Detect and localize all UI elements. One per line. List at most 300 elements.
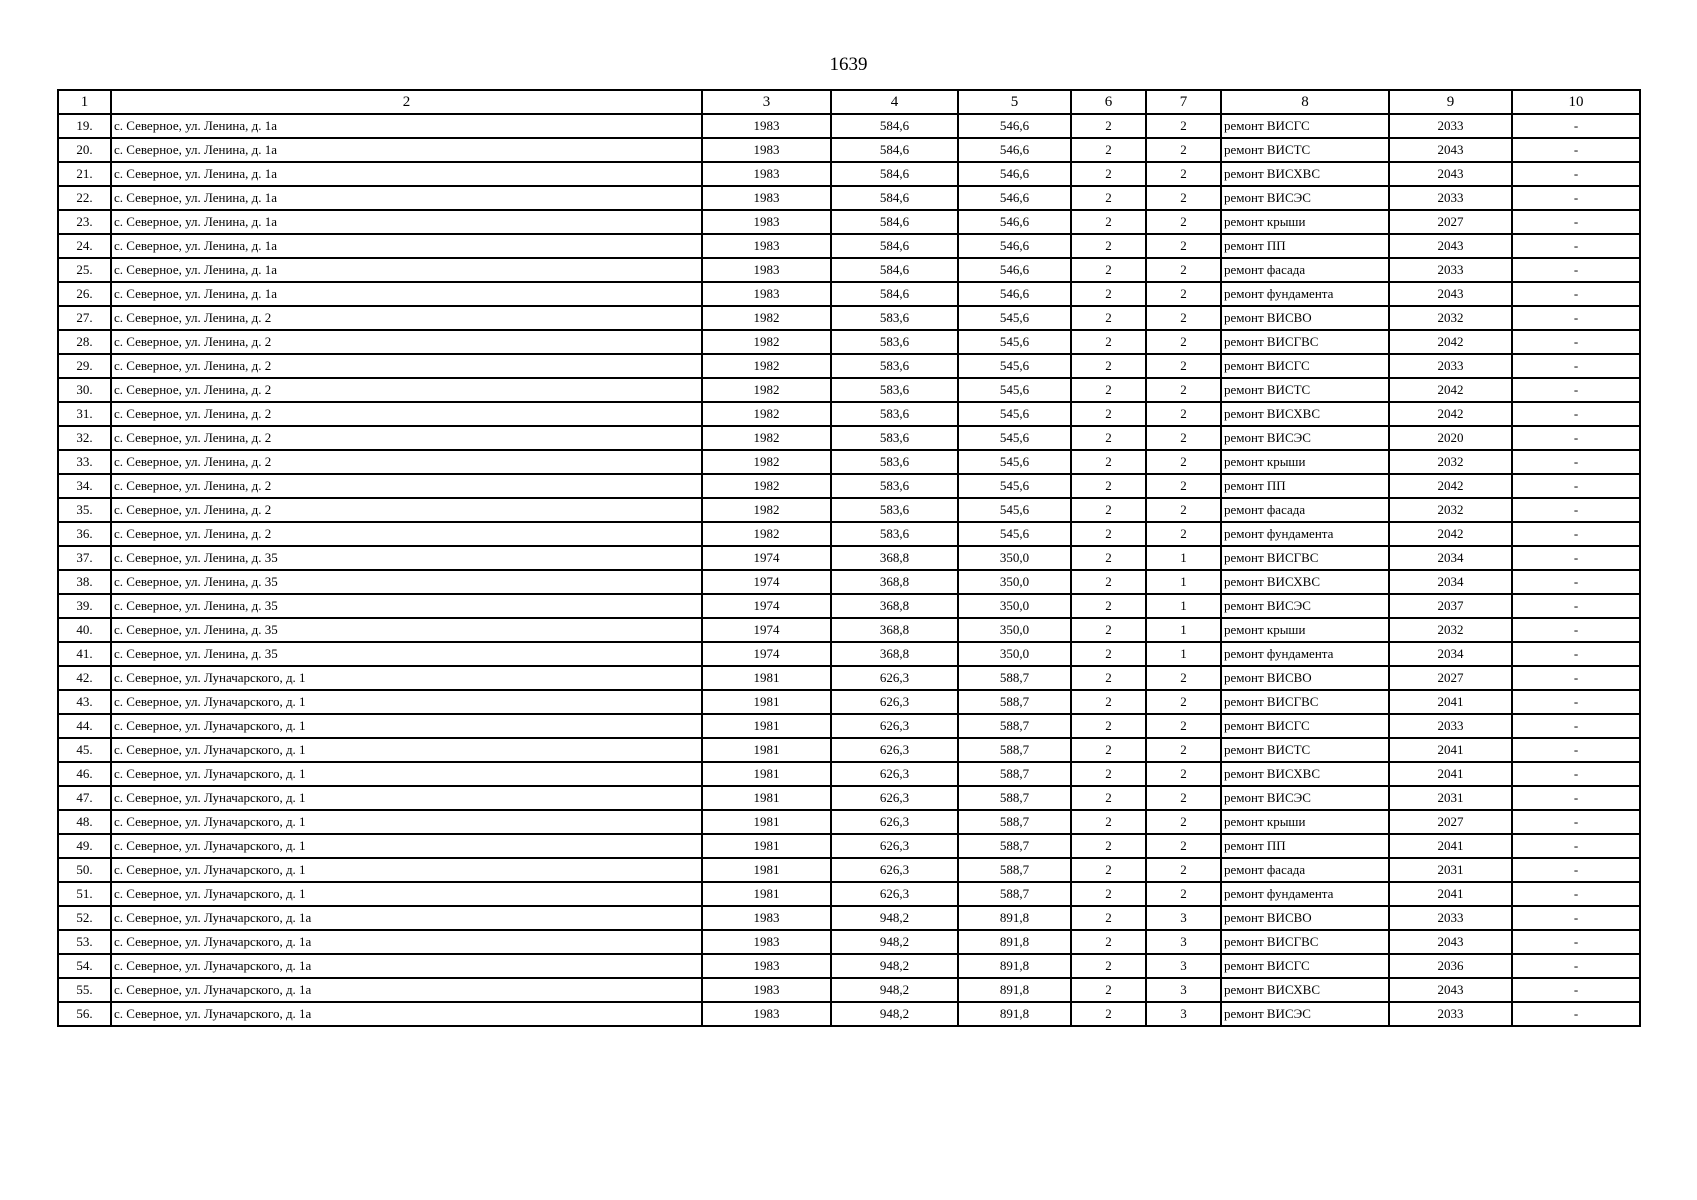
table-row [58,666,1640,690]
cell-planned-year: 2042 [1389,402,1512,426]
cell-total-area: 584,6 [831,138,958,162]
cell-floors: 2 [1071,258,1146,282]
table-row [58,906,1640,930]
cell-living-area: 546,6 [958,138,1071,162]
cell-year-built: 1981 [702,834,831,858]
cell-col-10: - [1512,378,1640,402]
cell-planned-year: 2041 [1389,834,1512,858]
cell-row-number: 40. [58,618,111,642]
cell-row-number: 47. [58,786,111,810]
cell-year-built: 1983 [702,186,831,210]
cell-planned-year: 2043 [1389,162,1512,186]
cell-floors: 2 [1071,114,1146,138]
cell-row-number: 33. [58,450,111,474]
table-row [58,498,1640,522]
cell-entrances: 2 [1146,138,1221,162]
cell-address: с. Северное, ул. Ленина, д. 1а [111,186,702,210]
cell-address: с. Северное, ул. Ленина, д. 1а [111,234,702,258]
cell-work-type: ремонт фундамента [1221,882,1389,906]
cell-entrances: 2 [1146,738,1221,762]
header-cell-address: 2 [111,90,702,114]
cell-year-built: 1981 [702,810,831,834]
table-row [58,474,1640,498]
cell-floors: 2 [1071,546,1146,570]
cell-planned-year: 2042 [1389,378,1512,402]
cell-planned-year: 2043 [1389,930,1512,954]
cell-floors: 2 [1071,642,1146,666]
table-row [58,186,1640,210]
cell-total-area: 368,8 [831,594,958,618]
cell-address: с. Северное, ул. Ленина, д. 2 [111,354,702,378]
cell-total-area: 368,8 [831,642,958,666]
cell-col-10: - [1512,858,1640,882]
cell-work-type: ремонт ВИСЭС [1221,786,1389,810]
cell-col-10: - [1512,546,1640,570]
cell-living-area: 545,6 [958,378,1071,402]
cell-planned-year: 2033 [1389,114,1512,138]
table-row [58,330,1640,354]
cell-year-built: 1983 [702,114,831,138]
cell-col-10: - [1512,1002,1640,1026]
cell-floors: 2 [1071,882,1146,906]
cell-living-area: 891,8 [958,930,1071,954]
cell-entrances: 2 [1146,714,1221,738]
cell-living-area: 546,6 [958,114,1071,138]
cell-work-type: ремонт фасада [1221,258,1389,282]
cell-address: с. Северное, ул. Луначарского, д. 1 [111,882,702,906]
cell-floors: 2 [1071,570,1146,594]
cell-floors: 2 [1071,834,1146,858]
cell-col-10: - [1512,834,1640,858]
cell-work-type: ремонт ВИСГВС [1221,930,1389,954]
cell-total-area: 583,6 [831,378,958,402]
cell-living-area: 545,6 [958,426,1071,450]
cell-year-built: 1983 [702,906,831,930]
cell-entrances: 2 [1146,426,1221,450]
cell-living-area: 350,0 [958,546,1071,570]
cell-floors: 2 [1071,978,1146,1002]
cell-entrances: 3 [1146,1002,1221,1026]
cell-work-type: ремонт ВИСГВС [1221,546,1389,570]
cell-total-area: 583,6 [831,474,958,498]
cell-total-area: 626,3 [831,690,958,714]
cell-floors: 2 [1071,186,1146,210]
cell-address: с. Северное, ул. Ленина, д. 2 [111,330,702,354]
cell-entrances: 1 [1146,642,1221,666]
cell-year-built: 1982 [702,474,831,498]
cell-entrances: 2 [1146,882,1221,906]
cell-floors: 2 [1071,426,1146,450]
cell-planned-year: 2032 [1389,306,1512,330]
cell-work-type: ремонт фасада [1221,858,1389,882]
cell-entrances: 2 [1146,474,1221,498]
cell-living-area: 546,6 [958,210,1071,234]
header-cell-row-number: 1 [58,90,111,114]
table-row [58,234,1640,258]
cell-entrances: 2 [1146,354,1221,378]
cell-planned-year: 2020 [1389,426,1512,450]
table-row [58,306,1640,330]
table-row [58,810,1640,834]
cell-row-number: 39. [58,594,111,618]
cell-planned-year: 2027 [1389,810,1512,834]
cell-work-type: ремонт ПП [1221,234,1389,258]
cell-entrances: 1 [1146,594,1221,618]
cell-living-area: 891,8 [958,954,1071,978]
cell-planned-year: 2043 [1389,138,1512,162]
cell-address: с. Северное, ул. Ленина, д. 2 [111,402,702,426]
cell-row-number: 34. [58,474,111,498]
cell-work-type: ремонт ВИСВО [1221,306,1389,330]
cell-year-built: 1983 [702,282,831,306]
cell-address: с. Северное, ул. Луначарского, д. 1 [111,810,702,834]
cell-col-10: - [1512,306,1640,330]
cell-address: с. Северное, ул. Луначарского, д. 1 [111,834,702,858]
cell-floors: 2 [1071,474,1146,498]
cell-address: с. Северное, ул. Луначарского, д. 1 [111,714,702,738]
cell-address: с. Северное, ул. Ленина, д. 35 [111,618,702,642]
cell-row-number: 52. [58,906,111,930]
cell-planned-year: 2043 [1389,978,1512,1002]
cell-work-type: ремонт фундамента [1221,282,1389,306]
cell-year-built: 1981 [702,882,831,906]
cell-col-10: - [1512,978,1640,1002]
cell-floors: 2 [1071,162,1146,186]
cell-address: с. Северное, ул. Ленина, д. 35 [111,570,702,594]
cell-living-area: 588,7 [958,834,1071,858]
cell-work-type: ремонт ВИСГС [1221,714,1389,738]
cell-year-built: 1981 [702,738,831,762]
cell-planned-year: 2032 [1389,450,1512,474]
cell-entrances: 2 [1146,450,1221,474]
cell-living-area: 545,6 [958,354,1071,378]
table-row [58,522,1640,546]
cell-total-area: 584,6 [831,234,958,258]
cell-address: с. Северное, ул. Ленина, д. 1а [111,282,702,306]
cell-entrances: 2 [1146,282,1221,306]
cell-year-built: 1974 [702,594,831,618]
cell-row-number: 30. [58,378,111,402]
cell-entrances: 2 [1146,834,1221,858]
table-row [58,930,1640,954]
cell-col-10: - [1512,354,1640,378]
cell-planned-year: 2034 [1389,642,1512,666]
cell-floors: 2 [1071,786,1146,810]
cell-work-type: ремонт ВИСВО [1221,906,1389,930]
cell-work-type: ремонт ВИСТС [1221,138,1389,162]
cell-living-area: 350,0 [958,642,1071,666]
cell-total-area: 626,3 [831,666,958,690]
cell-row-number: 38. [58,570,111,594]
cell-living-area: 588,7 [958,666,1071,690]
cell-col-10: - [1512,258,1640,282]
cell-work-type: ремонт крыши [1221,450,1389,474]
cell-entrances: 2 [1146,690,1221,714]
cell-year-built: 1974 [702,570,831,594]
cell-row-number: 20. [58,138,111,162]
cell-work-type: ремонт ПП [1221,834,1389,858]
cell-col-10: - [1512,234,1640,258]
cell-row-number: 45. [58,738,111,762]
cell-year-built: 1983 [702,138,831,162]
cell-row-number: 28. [58,330,111,354]
table-row [58,762,1640,786]
cell-work-type: ремонт ВИСЭС [1221,1002,1389,1026]
cell-floors: 2 [1071,522,1146,546]
cell-col-10: - [1512,738,1640,762]
cell-planned-year: 2041 [1389,762,1512,786]
cell-work-type: ремонт ВИСХВС [1221,570,1389,594]
cell-row-number: 19. [58,114,111,138]
cell-work-type: ремонт ВИСГС [1221,354,1389,378]
table-row [58,618,1640,642]
cell-year-built: 1974 [702,642,831,666]
cell-row-number: 22. [58,186,111,210]
cell-col-10: - [1512,402,1640,426]
table-row [58,282,1640,306]
cell-address: с. Северное, ул. Луначарского, д. 1а [111,978,702,1002]
cell-entrances: 3 [1146,954,1221,978]
cell-work-type: ремонт ВИСТС [1221,378,1389,402]
cell-entrances: 3 [1146,930,1221,954]
cell-row-number: 50. [58,858,111,882]
table-row [58,354,1640,378]
cell-planned-year: 2033 [1389,258,1512,282]
header-cell-col-10: 10 [1512,90,1640,114]
cell-row-number: 37. [58,546,111,570]
cell-col-10: - [1512,666,1640,690]
cell-floors: 2 [1071,138,1146,162]
cell-total-area: 584,6 [831,186,958,210]
header-cell-floors: 6 [1071,90,1146,114]
cell-planned-year: 2034 [1389,570,1512,594]
cell-total-area: 626,3 [831,882,958,906]
cell-floors: 2 [1071,858,1146,882]
cell-col-10: - [1512,810,1640,834]
cell-entrances: 2 [1146,378,1221,402]
cell-row-number: 31. [58,402,111,426]
cell-planned-year: 2041 [1389,882,1512,906]
cell-address: с. Северное, ул. Ленина, д. 1а [111,138,702,162]
cell-year-built: 1982 [702,306,831,330]
cell-address: с. Северное, ул. Луначарского, д. 1а [111,954,702,978]
cell-row-number: 46. [58,762,111,786]
cell-living-area: 588,7 [958,762,1071,786]
cell-col-10: - [1512,474,1640,498]
cell-col-10: - [1512,906,1640,930]
cell-total-area: 368,8 [831,618,958,642]
cell-row-number: 32. [58,426,111,450]
cell-year-built: 1983 [702,978,831,1002]
table-row [58,834,1640,858]
cell-year-built: 1981 [702,858,831,882]
cell-living-area: 891,8 [958,1002,1071,1026]
cell-planned-year: 2033 [1389,906,1512,930]
cell-planned-year: 2033 [1389,1002,1512,1026]
table-row [58,714,1640,738]
cell-col-10: - [1512,282,1640,306]
cell-planned-year: 2034 [1389,546,1512,570]
cell-floors: 2 [1071,282,1146,306]
cell-living-area: 350,0 [958,570,1071,594]
cell-floors: 2 [1071,810,1146,834]
table-row [58,978,1640,1002]
cell-living-area: 546,6 [958,234,1071,258]
cell-floors: 2 [1071,738,1146,762]
cell-entrances: 1 [1146,570,1221,594]
cell-row-number: 36. [58,522,111,546]
cell-year-built: 1982 [702,450,831,474]
cell-year-built: 1982 [702,426,831,450]
cell-col-10: - [1512,618,1640,642]
cell-address: с. Северное, ул. Ленина, д. 2 [111,450,702,474]
cell-year-built: 1983 [702,234,831,258]
cell-row-number: 35. [58,498,111,522]
cell-total-area: 583,6 [831,330,958,354]
cell-total-area: 583,6 [831,450,958,474]
cell-address: с. Северное, ул. Луначарского, д. 1 [111,858,702,882]
cell-entrances: 2 [1146,258,1221,282]
cell-work-type: ремонт ВИСГС [1221,954,1389,978]
cell-total-area: 584,6 [831,162,958,186]
cell-living-area: 546,6 [958,186,1071,210]
cell-year-built: 1982 [702,378,831,402]
cell-floors: 2 [1071,1002,1146,1026]
cell-work-type: ремонт ВИСГС [1221,114,1389,138]
cell-work-type: ремонт ВИСГВС [1221,690,1389,714]
table-row [58,954,1640,978]
cell-total-area: 584,6 [831,114,958,138]
cell-work-type: ремонт фундамента [1221,522,1389,546]
table-row [58,1002,1640,1026]
cell-row-number: 56. [58,1002,111,1026]
cell-total-area: 583,6 [831,426,958,450]
cell-entrances: 2 [1146,234,1221,258]
cell-living-area: 545,6 [958,498,1071,522]
cell-living-area: 891,8 [958,906,1071,930]
cell-entrances: 2 [1146,114,1221,138]
cell-year-built: 1983 [702,258,831,282]
cell-planned-year: 2032 [1389,498,1512,522]
table-row [58,546,1640,570]
cell-entrances: 3 [1146,978,1221,1002]
cell-total-area: 626,3 [831,786,958,810]
cell-work-type: ремонт ВИСХВС [1221,162,1389,186]
cell-year-built: 1982 [702,330,831,354]
cell-planned-year: 2033 [1389,186,1512,210]
table-row [58,162,1640,186]
cell-row-number: 21. [58,162,111,186]
cell-entrances: 2 [1146,162,1221,186]
cell-row-number: 49. [58,834,111,858]
cell-year-built: 1981 [702,666,831,690]
cell-planned-year: 2037 [1389,594,1512,618]
cell-work-type: ремонт ВИСЭС [1221,426,1389,450]
cell-living-area: 545,6 [958,402,1071,426]
cell-entrances: 2 [1146,330,1221,354]
cell-living-area: 350,0 [958,594,1071,618]
cell-address: с. Северное, ул. Ленина, д. 35 [111,642,702,666]
cell-year-built: 1981 [702,762,831,786]
cell-total-area: 948,2 [831,1002,958,1026]
cell-living-area: 588,7 [958,714,1071,738]
cell-row-number: 42. [58,666,111,690]
cell-total-area: 583,6 [831,498,958,522]
table-row [58,690,1640,714]
cell-col-10: - [1512,450,1640,474]
cell-living-area: 588,7 [958,738,1071,762]
cell-year-built: 1981 [702,786,831,810]
cell-address: с. Северное, ул. Ленина, д. 2 [111,378,702,402]
cell-work-type: ремонт крыши [1221,210,1389,234]
cell-total-area: 583,6 [831,306,958,330]
cell-row-number: 23. [58,210,111,234]
table-row [58,450,1640,474]
cell-work-type: ремонт ВИСЭС [1221,186,1389,210]
cell-entrances: 2 [1146,210,1221,234]
cell-work-type: ремонт крыши [1221,618,1389,642]
cell-year-built: 1983 [702,954,831,978]
cell-row-number: 26. [58,282,111,306]
cell-planned-year: 2043 [1389,282,1512,306]
cell-year-built: 1983 [702,930,831,954]
cell-address: с. Северное, ул. Ленина, д. 1а [111,210,702,234]
table-row [58,210,1640,234]
cell-col-10: - [1512,162,1640,186]
table-row [58,114,1640,138]
header-cell-living-area: 5 [958,90,1071,114]
cell-floors: 2 [1071,234,1146,258]
cell-col-10: - [1512,690,1640,714]
cell-entrances: 2 [1146,810,1221,834]
cell-col-10: - [1512,114,1640,138]
cell-col-10: - [1512,930,1640,954]
cell-year-built: 1981 [702,690,831,714]
cell-entrances: 2 [1146,858,1221,882]
cell-col-10: - [1512,642,1640,666]
cell-living-area: 546,6 [958,282,1071,306]
table-header [58,90,1640,114]
table-row [58,258,1640,282]
cell-floors: 2 [1071,210,1146,234]
cell-col-10: - [1512,498,1640,522]
cell-floors: 2 [1071,714,1146,738]
cell-floors: 2 [1071,618,1146,642]
cell-floors: 2 [1071,402,1146,426]
cell-address: с. Северное, ул. Ленина, д. 1а [111,114,702,138]
cell-total-area: 948,2 [831,954,958,978]
cell-entrances: 1 [1146,618,1221,642]
cell-total-area: 626,3 [831,810,958,834]
cell-planned-year: 2032 [1389,618,1512,642]
cell-row-number: 44. [58,714,111,738]
cell-living-area: 891,8 [958,978,1071,1002]
cell-planned-year: 2041 [1389,738,1512,762]
cell-planned-year: 2031 [1389,786,1512,810]
cell-planned-year: 2027 [1389,210,1512,234]
cell-work-type: ремонт ВИСХВС [1221,402,1389,426]
cell-col-10: - [1512,210,1640,234]
register-table [57,89,1641,1027]
cell-entrances: 2 [1146,786,1221,810]
cell-address: с. Северное, ул. Ленина, д. 2 [111,426,702,450]
cell-address: с. Северное, ул. Луначарского, д. 1 [111,762,702,786]
cell-address: с. Северное, ул. Ленина, д. 2 [111,522,702,546]
cell-col-10: - [1512,954,1640,978]
cell-total-area: 626,3 [831,714,958,738]
table-row [58,594,1640,618]
cell-work-type: ремонт ВИСХВС [1221,762,1389,786]
